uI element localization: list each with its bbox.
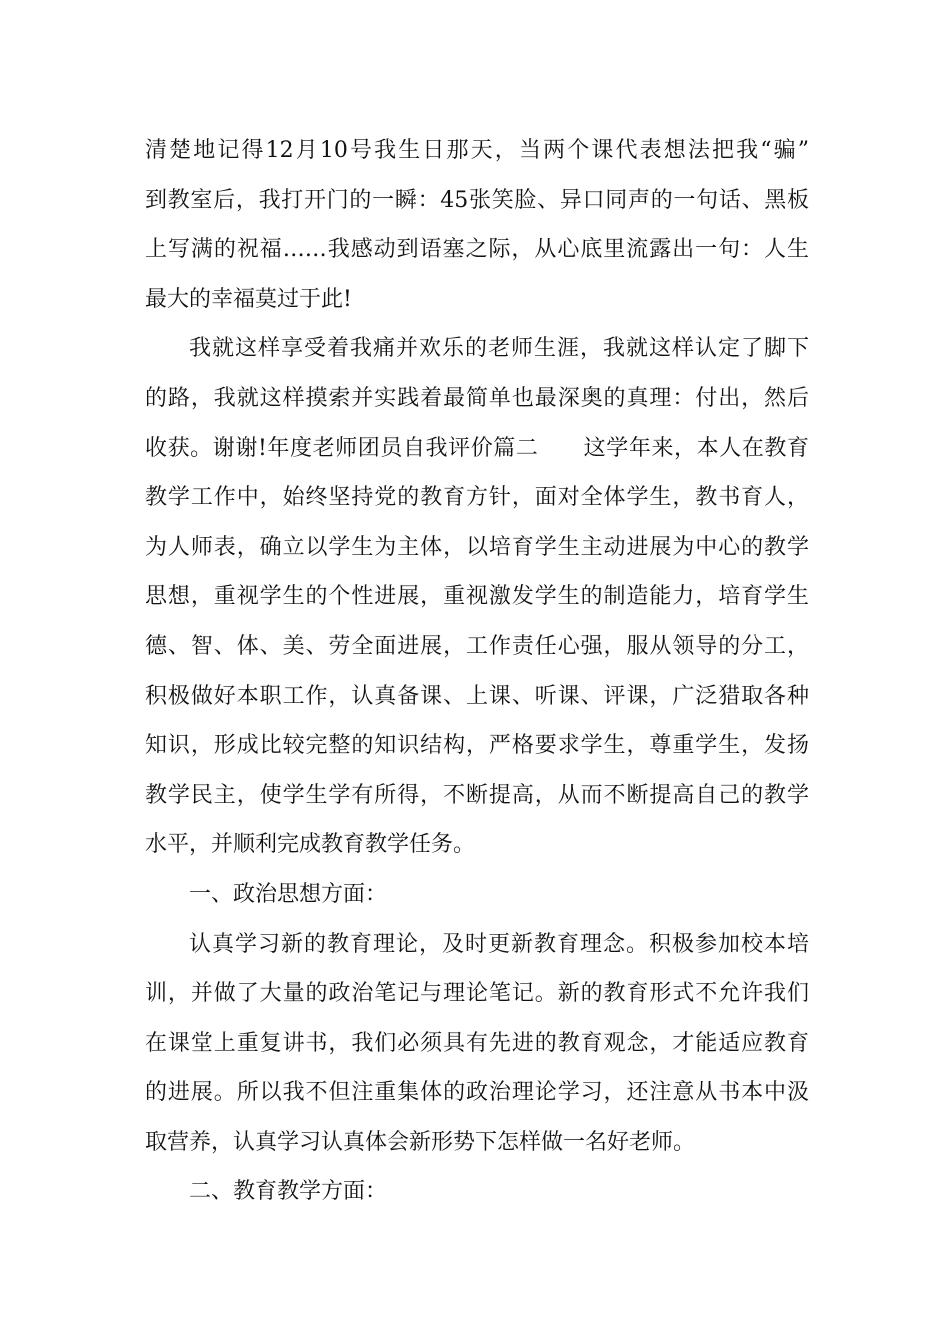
text-line: 水平，并顺利完成教育教学任务。 — [145, 832, 476, 858]
text-line: 到教室后，我打开门的一瞬：45张笑脸、异口同声的一句话、黑板 — [145, 187, 809, 213]
text-line: 我就这样享受着我痛并欢乐的老师生涯，我就这样认定了脚下 — [189, 336, 809, 362]
text-line: 清楚地记得12月10号我生日那天，当两个课代表想法把我“骗” — [145, 138, 809, 163]
text-line: 德、智、体、美、劳全面进展，工作责任心强，服从领导的分工， — [145, 633, 809, 659]
text-line: 教学民主，使学生学有所得，不断提高，从而不断提高自己的教学 — [145, 782, 809, 808]
document-body — [145, 126, 809, 1217]
text-line: 积极做好本职工作，认真备课、上课、听课、评课，广泛猎取各种 — [145, 683, 809, 709]
text-line: 的路，我就这样摸索并实践着最简单也最深奥的真理：付出，然后 — [145, 385, 809, 411]
text-line: 教学工作中，始终坚持党的教育方针，面对全体学生，教书育人， — [145, 485, 809, 511]
section-heading: 一、政治思想方面： — [189, 881, 388, 907]
text-line: 收获。谢谢!年度老师团员自我评价篇二 这学年来，本人在教育 — [145, 435, 809, 461]
text-line: 取营养，认真学习认真体会新形势下怎样做一名好老师。 — [145, 1129, 696, 1155]
text-line: 知识，形成比较完整的知识结构，严格要求学生，尊重学生，发扬 — [145, 733, 809, 759]
text-line: 在课堂上重复讲书，我们必须具有先进的教育观念，才能适应教育 — [145, 1030, 809, 1056]
text-line: 认真学习新的教育理论，及时更新教育理念。积极参加校本培 — [189, 931, 809, 957]
text-line: 训，并做了大量的政治笔记与理论笔记。新的教育形式不允许我们 — [145, 981, 809, 1007]
text-line: 为人师表，确立以学生为主体，以培育学生主动进展为中心的教学 — [145, 534, 809, 560]
section-heading: 二、教育教学方面： — [189, 1179, 388, 1205]
text-line: 思想，重视学生的个性进展，重视激发学生的制造能力，培育学生 — [145, 584, 809, 610]
text-line: 的进展。所以我不但注重集体的政治理论学习，还注意从书本中汲 — [145, 1080, 809, 1106]
text-line: 上写满的祝福……我感动到语塞之际，从心底里流露出一句：人生 — [145, 237, 809, 263]
text-line: 最大的幸福莫过于此! — [145, 286, 352, 312]
